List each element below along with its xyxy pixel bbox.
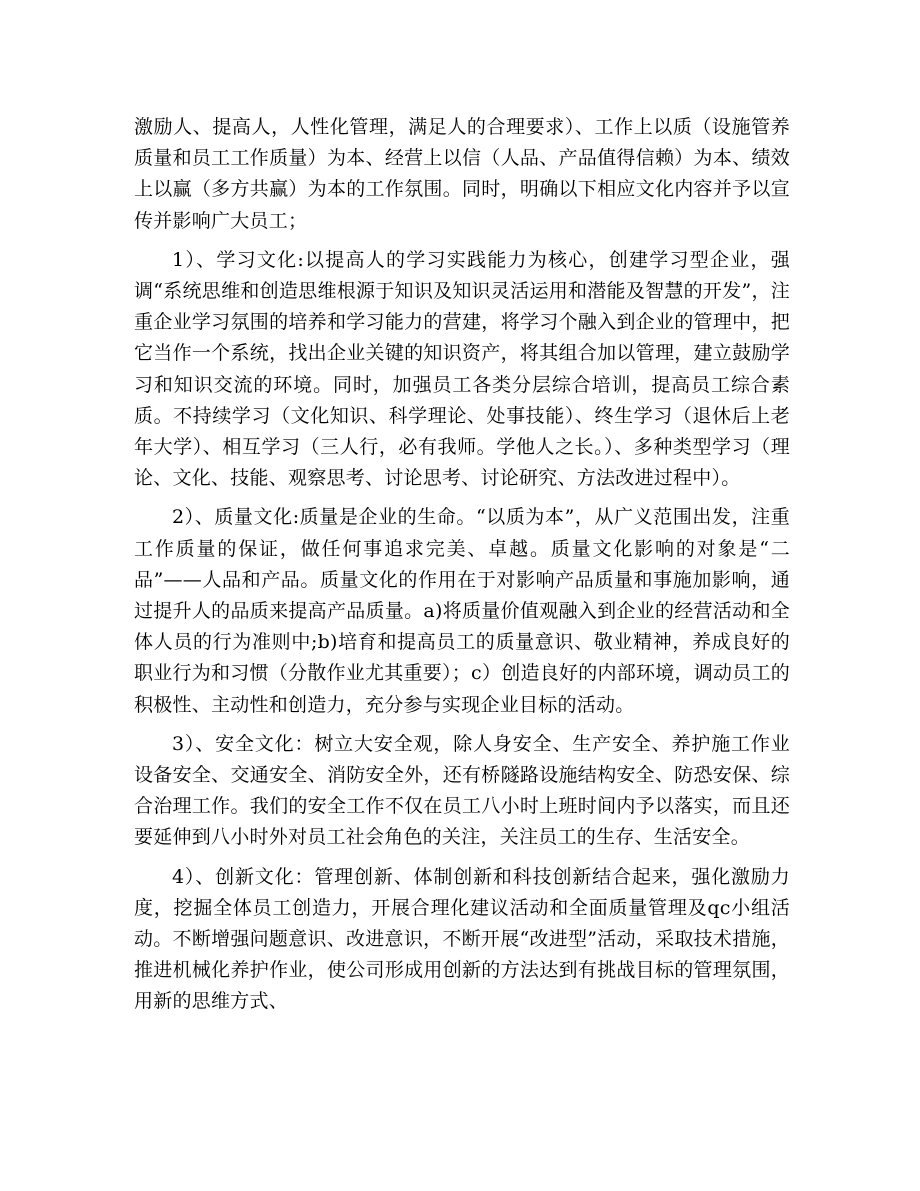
paragraph-quality-culture: 2）、质量文化:质量是企业的生命。“以质为本”，从广义范围出发，注重工作质量的保证，做任何事追求完美、卓越。质量文化影响的对象是“二品”——人品和产品。质量文化的作用在于对影响产品质量和事施加影响，通过提升人的品质来提高产品质量。a)将质量价值观融入到企业的经营活动和全体人员的行为准则中;b)培育和提高员工的质量意识、敬业精神，养成良好的职业行为和习惯（分散作业尤其重要）；c）创造良好的内部环境，调动员工的积极性、主动性和创造力，充分参与实现企业目标的活动。	[134, 506, 790, 716]
document-page	[134, 112, 790, 1026]
paragraph-learning-culture: 1）、学习文化:以提高人的学习实践能力为核心，创建学习型企业，强调“系统思维和创造思维根源于知识及知识灵活运用和潜能及智慧的开发”，注重企业学习氛围的培养和学习能力的营建，将学习个融入到企业的管理中，把它当作一个系统，找出企业关键的知识资产，将其组合加以管理，建立鼓励学习和知识交流的环境。同时，加强员工各类分层综合培训，提高员工综合素质。不持续学习（文化知识、科学理论、处事技能）、终生学习（退休后上老年大学）、相互学习（三人行，必有我师。学他人之长。）、多种类型学习（理论、文化、技能、观察思考、讨论思考、讨论研究、方法改进过程中）。	[134, 248, 790, 490]
paragraph-safety-culture: 3）、安全文化：树立大安全观，除人身安全、生产安全、养护施工作业设备安全、交通安全、消防安全外，还有桥隧路设施结构安全、防恐安保、综合治理工作。我们的安全工作不仅在员工八小时上班时间内予以落实，而且还要延伸到八小时外对员工社会角色的关注，关注员工的生存、生活安全。	[134, 732, 790, 849]
paragraph-continuation: 激励人、提高人，人性化管理，满足人的合理要求）、工作上以质（设施管养质量和员工工作质量）为本、经营上以信（人品、产品值得信赖）为本、绩效上以赢（多方共赢）为本的工作氛围。同时，明确以下相应文化内容并予以宣传并影响广大员工；	[134, 116, 790, 232]
paragraph-innovation-culture: 4）、创新文化：管理创新、体制创新和科技创新结合起来，强化激励力度，挖掘全体员工创造力，开展合理化建议活动和全面质量管理及qc小组活动。不断增强问题意识、改进意识，不断开展“改进型”活动，采取技术措施，推进机械化养护作业，使公司形成用创新的方法达到有挑战目标的管理氛围，用新的思维方式、	[134, 865, 790, 1013]
